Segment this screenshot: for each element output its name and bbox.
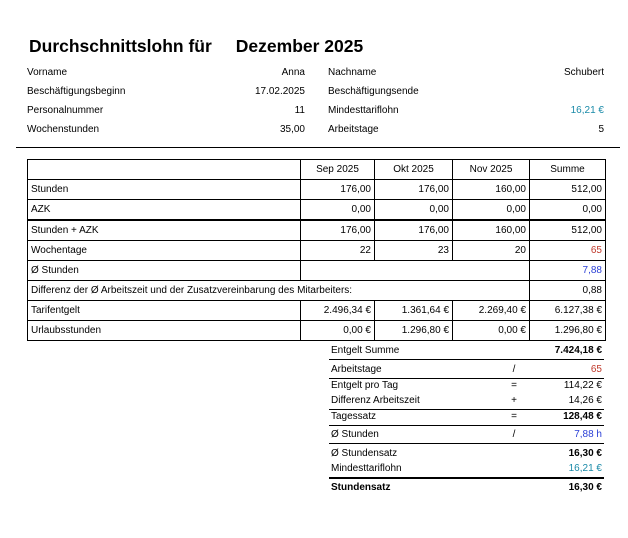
summary-operator: =: [511, 380, 517, 391]
table-cell: 1.296,80 €: [530, 321, 606, 341]
summary-value: 7.424,18 €: [554, 345, 602, 356]
table-cell: 1.361,64 €: [375, 301, 453, 321]
table-cell: 22: [301, 241, 375, 261]
summary-value: 7,88 h: [574, 429, 602, 440]
summary-value: 128,48 €: [563, 411, 602, 422]
table-cell: 0,00 €: [453, 321, 530, 341]
working-days-label: Arbeitstage: [328, 124, 379, 135]
min-wage-value: 16,21 €: [570, 105, 604, 116]
weekly-hours-value: 35,00: [279, 124, 305, 135]
last-name-label: Nachname: [328, 67, 377, 78]
summary-row: [329, 344, 604, 360]
row-label: Urlaubsstunden: [28, 321, 301, 341]
summary-label: Stundensatz: [331, 482, 391, 493]
row-label: Wochentage: [28, 241, 301, 261]
summary-label: Ø Stundensatz: [331, 448, 398, 459]
title-period: Dezember 2025: [235, 36, 364, 56]
table-row: [28, 321, 606, 341]
table-row: [28, 180, 606, 200]
employment-end-label: Beschäftigungsende: [328, 86, 419, 97]
table-row: [28, 200, 606, 221]
table-cell: 20: [453, 241, 530, 261]
row-label: Differenz der Ø Arbeitszeit und der Zusatzvereinbarung des Mitarbeiters:: [28, 281, 530, 301]
table-cell: 2.496,34 €: [301, 301, 375, 321]
header-divider: [16, 147, 620, 148]
column-header: Sep 2025: [301, 160, 375, 180]
employment-start-value: 17.02.2025: [254, 86, 305, 97]
table-row: [28, 261, 606, 281]
table-cell: 0,00: [301, 200, 375, 221]
table-cell: 160,00: [453, 180, 530, 200]
table-row: [28, 281, 606, 301]
table-cell: 2.269,40 €: [453, 301, 530, 321]
table-cell: 1.296,80 €: [375, 321, 453, 341]
summary-row: [329, 363, 604, 379]
table-cell: 176,00: [301, 220, 375, 241]
table-cell: 176,00: [375, 180, 453, 200]
column-header: Nov 2025: [453, 160, 530, 180]
summary-operator: /: [512, 429, 516, 440]
table-row: [28, 220, 606, 241]
first-name-label: Vorname: [27, 67, 68, 78]
header-blank: [28, 160, 301, 180]
table-cell: 0,00: [375, 200, 453, 221]
summary-value: 14,26 €: [568, 395, 602, 406]
row-label: Stunden: [28, 180, 301, 200]
table-cell: 160,00: [453, 220, 530, 241]
summary-block: [329, 344, 604, 496]
table-cell: 23: [375, 241, 453, 261]
personnel-number-label: Personalnummer: [27, 105, 104, 116]
row-label: Stunden + AZK: [28, 220, 301, 241]
summary-label: Entgelt Summe: [331, 345, 400, 356]
summary-label: Mindesttariflohn: [331, 463, 402, 474]
summary-row: [329, 394, 604, 410]
min-wage-label: Mindesttariflohn: [328, 105, 399, 116]
summary-label: Entgelt pro Tag: [331, 380, 399, 391]
weekly-hours-label: Wochenstunden: [27, 124, 100, 135]
summary-label: Differenz Arbeitszeit: [331, 395, 420, 406]
title-label: Durchschnittslohn für: [29, 36, 212, 56]
table-row: [28, 301, 606, 321]
summary-value: 16,30 €: [568, 448, 602, 459]
table-cell: 176,00: [301, 180, 375, 200]
first-name-value: Anna: [281, 67, 305, 78]
summary-value: 65: [590, 364, 602, 375]
monthly-table: [27, 159, 606, 341]
column-header: Summe: [530, 160, 606, 180]
summary-label: Arbeitstage: [331, 364, 382, 375]
table-cell: 65: [530, 241, 606, 261]
summary-row: [329, 410, 604, 426]
page-title: [29, 36, 363, 57]
summary-row: [329, 379, 604, 394]
working-days-value: 5: [598, 124, 604, 135]
summary-value: 16,30 €: [568, 482, 602, 493]
summary-total-row: [329, 481, 604, 496]
summary-label: Ø Stunden: [331, 429, 379, 440]
table-header-row: [28, 160, 606, 180]
table-cell: 0,00: [453, 200, 530, 221]
summary-row: [329, 428, 604, 444]
table-cell: 0,00 €: [301, 321, 375, 341]
summary-row: [329, 462, 604, 479]
table-cell: 176,00: [375, 220, 453, 241]
table-cell: 512,00: [530, 220, 606, 241]
column-header: Okt 2025: [375, 160, 453, 180]
summary-row: [329, 447, 604, 462]
summary-operator: +: [511, 395, 517, 406]
table-cell: 0,00: [530, 200, 606, 221]
personnel-number-value: 11: [294, 105, 305, 116]
table-cell-empty: [301, 261, 530, 281]
summary-label: Tagessatz: [331, 411, 377, 422]
employment-start-label: Beschäftigungsbeginn: [27, 86, 126, 97]
table-cell: 512,00: [530, 180, 606, 200]
table-cell: 7,88: [530, 261, 606, 281]
row-label: AZK: [28, 200, 301, 221]
table-row: [28, 241, 606, 261]
table-cell: 6.127,38 €: [530, 301, 606, 321]
summary-operator: /: [512, 364, 516, 375]
summary-value: 114,22 €: [563, 380, 602, 391]
row-label: Ø Stunden: [28, 261, 301, 281]
row-label: Tarifentgelt: [28, 301, 301, 321]
last-name-value: Schubert: [563, 67, 604, 78]
summary-value: 16,21 €: [568, 463, 602, 474]
summary-operator: =: [511, 411, 517, 422]
table-cell: 0,88: [530, 281, 606, 301]
